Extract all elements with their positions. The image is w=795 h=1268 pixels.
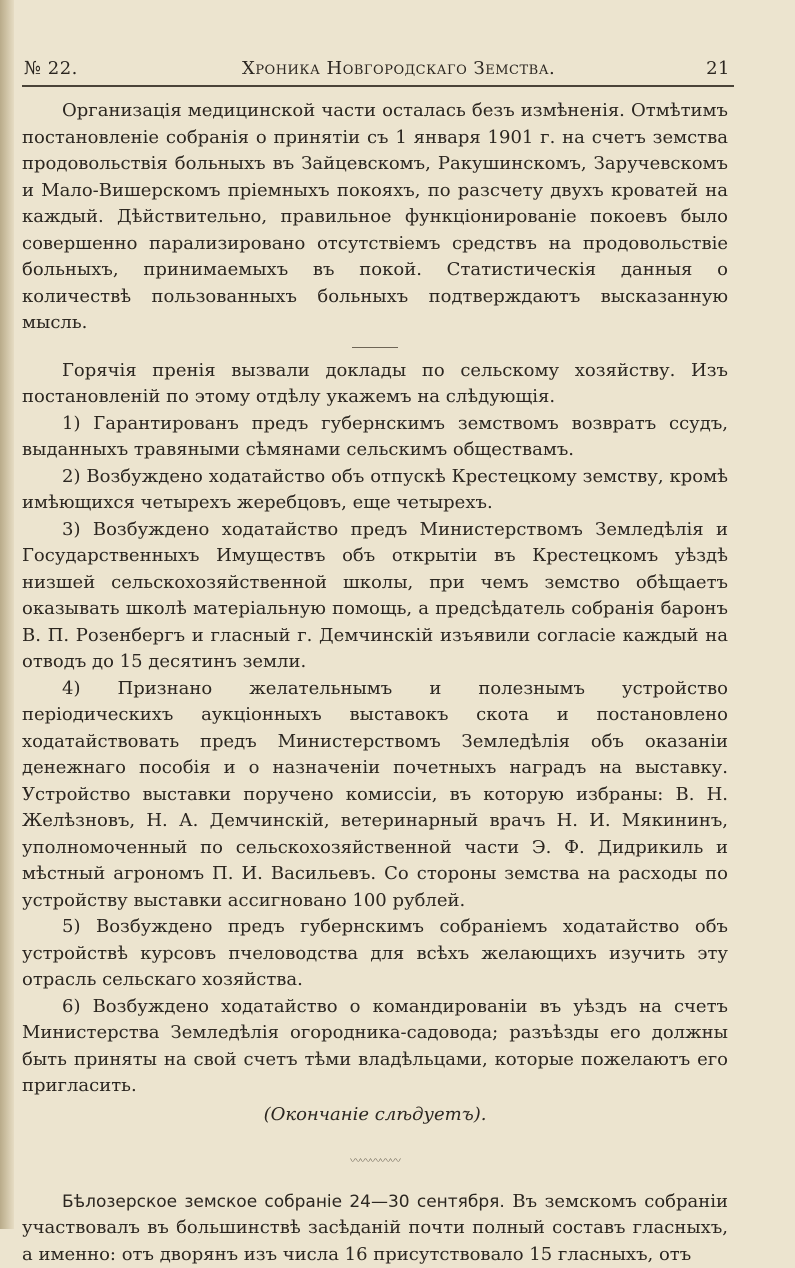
list-item-6: 6) Возбуждено ходатайство о командированіи въ уѣздъ на счетъ Министерства Земледѣлія огородника-садовода; разъѣзды его должны быть приняты на свой счетъ тѣми владѣльцами, которые пожелаютъ его пригласить. [22,994,728,1100]
paragraph-medical: Организація медицинской части осталась безъ измѣненія. Отмѣтимъ постановленіе собранія о принятіи съ 1 января 1901 г. на счетъ земства продовольствія больныхъ въ Зайцевскомъ, Ракушинскомъ, Заручевскомъ и Мало-Вишерскомъ пріемныхъ покояхъ, по разсчету двухъ кроватей на каждый. Дѣйствительно, правильное функціонированіе покоевъ было совершенно парализировано отсутствіемъ средствъ на продовольствіе больныхъ, принимаемыхъ въ покой. Статистическія данныя о количествѣ пользованныхъ больныхъ подтверждаютъ высказанную мысль. [22,98,728,337]
belozersk-heading: Бѣлозерское земское собраніе 24—30 сентября. [62,1192,505,1212]
wave-ornament: 〰〰〰〰〰 [22,1148,728,1175]
paragraph-belozersk [22,1189,728,1268]
list-item-4: 4) Признано желательнымъ и полезнымъ устройство періодическихъ аукціонныхъ выставокъ скота и постановлено ходатайствовать предъ Министерствомъ Земледѣлія объ оказаніи денежнаго пособія и о назначеніи почетныхъ наградъ на выставку. Устройство выставки поручено комиссіи, въ которую избраны: В. Н. Желѣзновъ, Н. А. Демчинскій, ветеринарный врачъ Н. И. Мякининъ, уполномоченный по сельскохозяйственной части Э. Ф. Дидрикиль и мѣстный агрономъ П. И. Васильевъ. Со стороны земства на расходы по устройству выставки ассигновано 100 рублей. [22,676,728,915]
list-item-3: 3) Возбуждено ходатайство предъ Министерствомъ Земледѣлія и Государственныхъ Имуществъ объ открытіи въ Крестецкомъ уѣздѣ низшей сельскохозяйственной школы, при чемъ земство обѣщаетъ оказывать школѣ матеріальную помощь, а предсѣдатель собранія баронъ В. П. Розенбергъ и гласный г. Демчинскій изъявили согласіе каждый на отводъ до 15 десятинъ земли. [22,517,728,676]
list-item-2: 2) Возбуждено ходатайство объ отпускѣ Крестецкому земству, кромѣ имѣющихся четырехъ жеребцовъ, еще четырехъ. [22,464,728,517]
belozersk-text: Въ земскомъ собраніи участвовалъ въ большинствѣ засѣданій почти полный составъ гласныхъ, а именно: отъ дворянъ изъ числа 16 присутствовало 15 гласныхъ, отъ [22,1191,728,1265]
page-edge [0,0,14,1229]
running-title: Хроника Новгородскаго Земства. [242,58,555,79]
issue-number: № 22. [24,58,78,79]
paragraph-agriculture-intro: Горячія пренія вызвали доклады по сельскому хозяйству. Изъ постановленій по этому отдѣлу укажемъ на слѣдующія. [22,358,728,411]
to-be-continued: (Окончаніе слѣдуетъ). [22,1102,728,1129]
running-header [24,58,730,82]
list-item-1: 1) Гарантированъ предъ губернскимъ земствомъ возвратъ ссудъ, выданныхъ травяными сѣмянами сельскимъ обществамъ. [22,411,728,464]
page-number: 21 [706,58,730,79]
header-rule [22,85,734,87]
article-body [22,98,728,1268]
list-item-5: 5) Возбуждено предъ губернскимъ собраніемъ ходатайство объ устройствѣ курсовъ пчеловодства для всѣхъ желающихъ изучить эту отрасль сельскаго хозяйства. [22,914,728,994]
section-divider [352,347,398,348]
